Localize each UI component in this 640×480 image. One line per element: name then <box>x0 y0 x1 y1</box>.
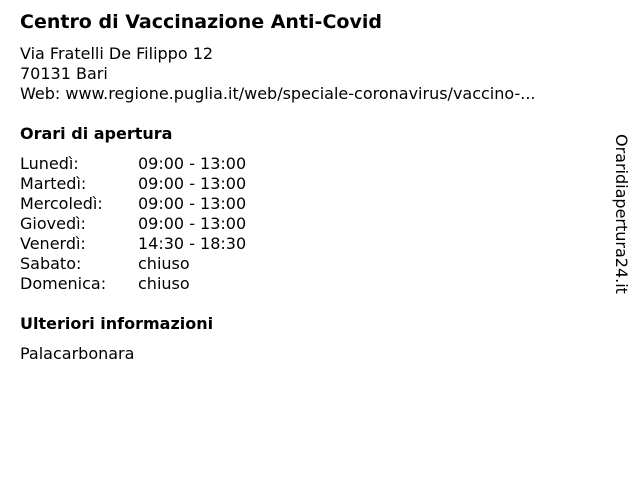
day-label: Martedì: <box>20 174 87 193</box>
additional-info-text: Palacarbonara <box>20 344 135 363</box>
address-city: 70131 Bari <box>20 64 108 83</box>
time-value: 09:00 - 13:00 <box>138 214 247 233</box>
day-label: Venerdì: <box>20 234 86 253</box>
site-watermark: Oraridiapertura24.it <box>612 134 631 294</box>
time-value: 09:00 - 13:00 <box>138 194 247 213</box>
time-value: chiuso <box>138 274 190 293</box>
time-value: 09:00 - 13:00 <box>138 154 247 173</box>
opening-hours-heading: Orari di apertura <box>20 124 173 143</box>
address-street: Via Fratelli De Filippo 12 <box>20 44 214 63</box>
day-label: Domenica: <box>20 274 107 293</box>
time-value: chiuso <box>138 254 190 273</box>
day-label: Sabato: <box>20 254 82 273</box>
time-value: 09:00 - 13:00 <box>138 174 247 193</box>
page-title: Centro di Vaccinazione Anti-Covid <box>20 11 382 33</box>
website-link[interactable]: Web: www.regione.puglia.it/web/speciale-coronavirus/vaccino-... <box>20 84 536 103</box>
day-label: Lunedì: <box>20 154 79 173</box>
day-label: Giovedì: <box>20 214 86 233</box>
day-label: Mercoledì: <box>20 194 103 213</box>
additional-info-heading: Ulteriori informazioni <box>20 314 214 333</box>
time-value: 14:30 - 18:30 <box>138 234 247 253</box>
